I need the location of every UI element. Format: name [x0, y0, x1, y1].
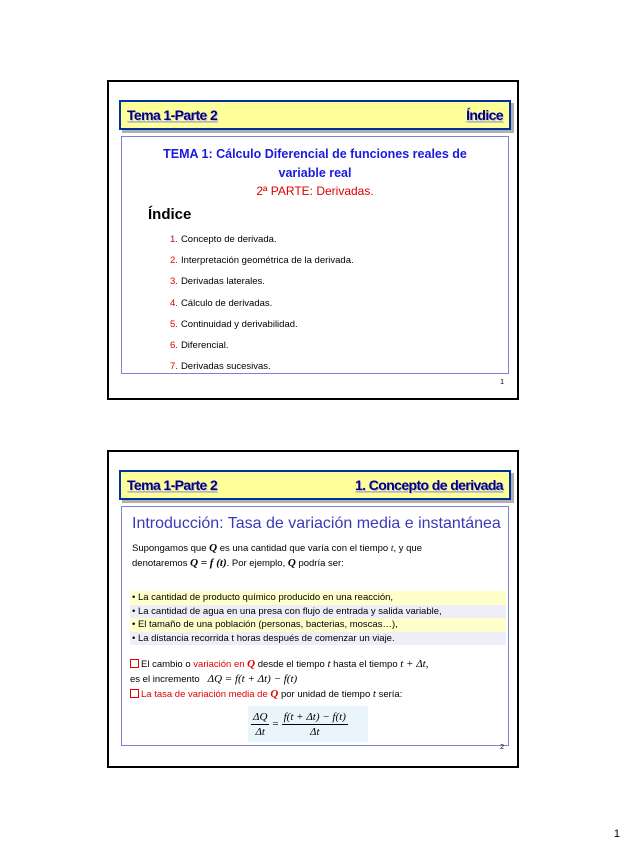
equals-sign: = [272, 718, 279, 730]
index-heading: Índice [148, 206, 192, 223]
list-item [170, 318, 354, 339]
intro-text: . Por ejemplo, [226, 558, 288, 569]
text: sería: [375, 689, 403, 700]
text-highlight: variación en [193, 659, 248, 670]
slide-title: Introducción: Tasa de variación media e instantánea [132, 515, 501, 532]
fraction-right [282, 710, 348, 739]
list-item [170, 297, 354, 318]
variation-text [130, 657, 510, 702]
list-item: • La cantidad de agua en una presa con flujo de entrada y salida variable, [130, 605, 506, 619]
text: desde el tiempo [255, 659, 328, 670]
slide-content [121, 506, 509, 746]
var-q: Q [209, 542, 218, 554]
list-item [170, 233, 354, 254]
intro-text: denotaremos [132, 558, 191, 569]
item-number: 5. [170, 318, 178, 330]
item-text: Derivadas sucesivas. [180, 361, 271, 373]
page-number: 1 [613, 828, 620, 840]
intro-text: Supongamos que [132, 543, 210, 554]
item-number: 2. [170, 255, 178, 267]
text-highlight: La tasa de variación media de [141, 689, 271, 700]
text: es el incremento [130, 674, 200, 685]
text: El cambio o [141, 659, 194, 670]
title-line-2: variable real [278, 166, 352, 180]
item-number: 6. [170, 339, 178, 351]
item-text: Concepto de derivada. [180, 234, 277, 245]
intro-text: podría ser: [295, 558, 344, 569]
slide-subtitle: 2ª PARTE: Derivadas. [256, 184, 374, 198]
rate-formula [248, 706, 368, 742]
slide-title [122, 145, 508, 183]
list-item [170, 360, 354, 381]
q-eq-ft: Q = f (t) [190, 557, 227, 569]
numerator: f(t + Δt) − f(t) [283, 710, 346, 723]
list-item: • La distancia recorrida t horas después de comenzar un viaje. [130, 632, 506, 646]
slide-header [119, 470, 511, 500]
list-item [170, 275, 354, 296]
item-text: Derivadas laterales. [180, 276, 265, 288]
checkbox-bullet-icon [130, 659, 139, 668]
item-number: 4. [170, 297, 178, 309]
item-text: Interpretación geométrica de la derivada. [180, 255, 354, 267]
var-q: Q [270, 688, 279, 700]
slide-2 [107, 450, 519, 768]
var-q: Q [247, 658, 256, 670]
intro-text: , y que [393, 543, 423, 554]
text: por unidad de tiempo [278, 689, 373, 700]
var-q: Q [287, 557, 296, 569]
list-item [170, 254, 354, 275]
list-item: • La cantidad de producto químico producido en una reacción, [130, 591, 506, 605]
item-text: Cálculo de derivadas. [180, 297, 273, 309]
list-item: • El tamaño de una población (personas, bacterias, moscas…), [130, 618, 506, 632]
item-number: 3. [170, 276, 178, 288]
header-left: Tema 1-Parte 2 [127, 107, 218, 123]
item-text: Continuidad y derivabilidad. [180, 318, 298, 330]
intro-text: es una cantidad que varía con el tiempo [217, 543, 391, 554]
index-list [170, 233, 354, 381]
var-t: t [372, 688, 376, 700]
intro-paragraph [132, 541, 504, 571]
slide-1 [107, 80, 519, 400]
item-number: 7. [170, 361, 178, 373]
slide-content [121, 136, 509, 374]
slide-number: 2 [500, 744, 504, 751]
header-left: Tema 1-Parte 2 [127, 477, 218, 493]
t-plus-dt: t + Δt, [400, 658, 429, 670]
increment-formula: ΔQ = f(t + Δt) − f(t) [207, 673, 298, 685]
slide-number: 1 [500, 379, 504, 386]
list-item [170, 339, 354, 360]
var-t: t [327, 658, 331, 670]
header-right: 1. Concepto de derivada [354, 477, 503, 493]
text: hasta el tiempo [330, 659, 401, 670]
var-t: t [390, 544, 394, 554]
slide-header [119, 100, 511, 130]
numerator: ΔQ [253, 710, 268, 723]
denominator: Δt [309, 725, 320, 738]
item-number: 1. [170, 234, 178, 245]
item-text: Diferencial. [180, 339, 229, 351]
checkbox-bullet-icon [130, 689, 139, 698]
example-list [130, 591, 506, 645]
title-line-1: TEMA 1: Cálculo Diferencial de funciones reales de [163, 147, 467, 161]
fraction-left [251, 710, 269, 739]
denominator: Δt [255, 725, 265, 738]
header-right: Índice [466, 107, 503, 123]
